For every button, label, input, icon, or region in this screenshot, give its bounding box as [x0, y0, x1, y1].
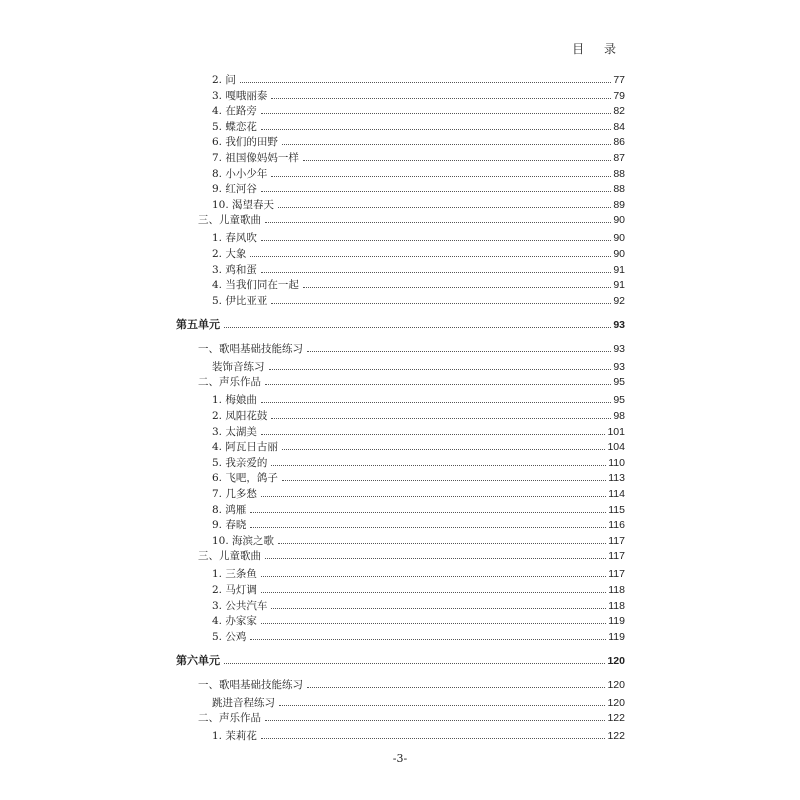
toc-leader-dots — [278, 543, 606, 544]
toc-item-entry — [212, 726, 625, 742]
toc-leader-dots — [271, 176, 611, 177]
toc-entry-page: 92 — [613, 294, 625, 307]
toc-entry-page: 79 — [613, 89, 625, 102]
toc-item-entry — [212, 228, 625, 244]
toc-item-entry — [212, 580, 625, 596]
toc-unit-entry — [176, 315, 625, 331]
toc-entry-label: 6. 飞吧，鸽子 — [212, 472, 278, 485]
toc-entry-page: 110 — [608, 456, 625, 469]
toc-entry-label: 第五单元 — [176, 317, 220, 331]
toc-item-entry — [212, 357, 625, 373]
toc-item-entry — [212, 179, 625, 195]
toc-item-entry — [212, 390, 625, 406]
toc-entry-label: 1. 梅娘曲 — [212, 394, 257, 407]
toc-leader-dots — [261, 592, 606, 593]
toc-leader-dots — [303, 160, 611, 161]
toc-item-entry — [212, 564, 625, 580]
toc-item-entry — [212, 291, 625, 307]
toc-entry-label: 3. 嘎哦丽泰 — [212, 89, 268, 102]
toc-leader-dots — [261, 738, 606, 739]
toc-leader-dots — [261, 496, 606, 497]
toc-item-entry — [212, 422, 625, 438]
toc-entry-label: 8. 小小少年 — [212, 167, 268, 180]
toc-entry-page: 90 — [613, 232, 625, 245]
toc-entry-page: 86 — [613, 136, 625, 149]
toc-leader-dots — [250, 256, 611, 257]
toc-entry-page: 122 — [607, 730, 625, 743]
toc-entry-page: 116 — [608, 519, 625, 532]
toc-entry-label: 10. 渴望春天 — [212, 198, 275, 211]
toc-entry-label: 第六单元 — [176, 653, 220, 667]
toc-leader-dots — [261, 191, 611, 192]
toc-entry-page: 90 — [613, 214, 625, 227]
toc-item-entry — [212, 627, 625, 643]
toc-item-entry — [212, 164, 625, 180]
toc-entry-page: 84 — [613, 120, 625, 133]
toc-leader-dots — [261, 272, 611, 273]
toc-item-entry — [212, 195, 625, 211]
toc-item-entry — [212, 531, 625, 547]
toc-leader-dots — [282, 480, 606, 481]
toc-entry-page: 104 — [607, 441, 625, 454]
toc-entry-label: 二、声乐作品 — [198, 712, 261, 725]
toc-item-entry — [212, 693, 625, 709]
toc-entry-page: 95 — [613, 376, 625, 389]
toc-entry-page: 120 — [607, 654, 625, 667]
toc-entry-page: 101 — [607, 425, 625, 438]
toc-leader-dots — [224, 663, 605, 664]
toc-leader-dots — [265, 720, 605, 721]
toc-entry-page: 93 — [613, 360, 625, 373]
toc-leader-dots — [261, 434, 606, 435]
toc-entry-label: 一、歌唱基础技能练习 — [198, 678, 303, 691]
toc-entry-page: 82 — [613, 105, 625, 118]
toc-item-entry — [212, 596, 625, 612]
toc-entry-page: 119 — [608, 615, 625, 628]
toc-entry-page: 93 — [613, 318, 625, 331]
toc-leader-dots — [279, 705, 605, 706]
toc-entry-page: 114 — [608, 488, 625, 500]
toc-entry-label: 7. 几多愁 — [212, 488, 257, 500]
toc-entry-page: 91 — [613, 263, 625, 276]
toc-leader-dots — [224, 327, 611, 328]
toc-entry-label: 9. 红河谷 — [212, 183, 257, 196]
toc-item-entry — [212, 484, 625, 500]
toc-entry-label: 3. 太湖美 — [212, 425, 257, 438]
toc-leader-dots — [278, 207, 611, 208]
toc-item-entry — [212, 500, 625, 516]
toc-leader-dots — [271, 608, 606, 609]
toc-leader-dots — [240, 82, 611, 83]
toc-item-entry — [212, 148, 625, 164]
toc-unit-entry — [176, 651, 625, 667]
toc-entry-label: 4. 在路旁 — [212, 105, 257, 118]
toc-entry-label: 2. 马灯调 — [212, 584, 257, 596]
toc-item-entry — [212, 453, 625, 469]
toc-entry-label: 8. 鸿雁 — [212, 503, 247, 516]
toc-entry-page: 77 — [613, 74, 625, 86]
toc-item-entry — [212, 132, 625, 148]
toc-entry-label: 装饰音练习 — [212, 360, 265, 373]
toc-item-entry — [212, 406, 625, 422]
toc-leader-dots — [265, 558, 606, 559]
toc-leader-dots — [250, 512, 606, 513]
toc-item-entry — [212, 275, 625, 291]
toc-item-entry — [212, 86, 625, 102]
toc-entry-label: 4. 阿瓦日古丽 — [212, 441, 278, 454]
toc-leader-dots — [303, 287, 611, 288]
toc-leader-dots — [307, 351, 611, 352]
toc-entry-page: 88 — [613, 167, 625, 180]
toc-section-entry — [198, 372, 625, 388]
toc-leader-dots — [265, 222, 611, 223]
toc-entry-page: 120 — [607, 678, 625, 691]
toc-entry-label: 7. 祖国像妈妈一样 — [212, 152, 299, 164]
toc-entry-page: 95 — [613, 394, 625, 407]
toc-entry-label: 4. 办家家 — [212, 615, 257, 628]
toc-entry-page: 117 — [608, 550, 625, 563]
toc-entry-label: 三、儿童歌曲 — [198, 214, 261, 227]
toc-section-entry — [198, 339, 625, 355]
toc-leader-dots — [271, 303, 611, 304]
page-number: -3- — [392, 752, 408, 765]
toc-entry-label: 5. 伊比亚亚 — [212, 294, 268, 307]
toc-entry-page: 117 — [608, 534, 625, 547]
toc-item-entry — [212, 244, 625, 260]
toc-entry-page: 120 — [607, 696, 625, 709]
toc-entry-label: 1. 三条鱼 — [212, 568, 257, 581]
toc-section-entry — [198, 210, 625, 226]
toc-entry-label: 5. 蝶恋花 — [212, 120, 257, 133]
toc-leader-dots — [261, 623, 606, 624]
toc-leader-dots — [261, 240, 611, 241]
toc-leader-dots — [282, 449, 606, 450]
toc-leader-dots — [307, 687, 605, 688]
toc-entry-page: 88 — [613, 183, 625, 196]
toc-section-entry — [198, 708, 625, 724]
toc-entry-label: 6. 我们的田野 — [212, 136, 278, 149]
toc-entry-page: 115 — [608, 503, 625, 516]
toc-item-entry — [212, 611, 625, 627]
toc-entry-label: 5. 我亲爱的 — [212, 456, 268, 469]
toc-item-entry — [212, 515, 625, 531]
toc-leader-dots — [271, 418, 611, 419]
toc-item-entry — [212, 437, 625, 453]
toc-entry-page: 113 — [608, 472, 625, 485]
toc-entry-label: 跳进音程练习 — [212, 696, 275, 709]
toc-leader-dots — [250, 527, 606, 528]
toc-leader-dots — [250, 639, 606, 640]
toc-entry-label: 3. 鸡和蛋 — [212, 263, 257, 276]
toc-leader-dots — [261, 113, 611, 114]
toc-entry-page: 93 — [613, 342, 625, 355]
toc-item-entry — [212, 101, 625, 117]
toc-entry-page: 98 — [613, 410, 625, 422]
toc-leader-dots — [261, 129, 611, 130]
toc-entry-label: 9. 春晓 — [212, 519, 247, 532]
toc-entry-page: 117 — [608, 568, 625, 581]
toc-entry-label: 5. 公鸡 — [212, 630, 247, 643]
toc-entry-page: 89 — [613, 198, 625, 211]
toc-entry-label: 三、儿童歌曲 — [198, 550, 261, 563]
toc-leader-dots — [261, 576, 606, 577]
toc-item-entry — [212, 70, 625, 86]
toc-entry-page: 90 — [613, 248, 625, 260]
page-header-title: 目 录 — [572, 42, 624, 56]
toc-entry-page: 122 — [607, 712, 625, 725]
toc-leader-dots — [269, 369, 612, 370]
toc-item-entry — [212, 117, 625, 133]
toc-leader-dots — [265, 384, 611, 385]
toc-entry-label: 2. 问 — [212, 74, 236, 86]
toc-entry-label: 1. 春风吹 — [212, 232, 257, 245]
toc-leader-dots — [271, 465, 606, 466]
toc-entry-page: 118 — [608, 599, 625, 612]
toc-entry-label: 10. 海滨之歌 — [212, 534, 275, 547]
toc-entry-label: 2. 凤阳花鼓 — [212, 410, 268, 422]
toc-entry-label: 4. 当我们同在一起 — [212, 279, 299, 292]
toc-entry-page: 119 — [608, 630, 625, 643]
toc-entry-label: 3. 公共汽车 — [212, 599, 268, 612]
toc-leader-dots — [261, 402, 611, 403]
toc-leader-dots — [282, 144, 611, 145]
toc-section-entry — [198, 675, 625, 691]
toc-item-entry — [212, 468, 625, 484]
toc-entry-page: 87 — [613, 152, 625, 164]
toc-entry-label: 二、声乐作品 — [198, 376, 261, 389]
toc-entry-label: 2. 大象 — [212, 248, 247, 260]
toc-entry-label: 1. 茉莉花 — [212, 730, 257, 743]
toc-section-entry — [198, 546, 625, 562]
toc-entry-label: 一、歌唱基础技能练习 — [198, 342, 303, 355]
toc-item-entry — [212, 260, 625, 276]
toc-entry-page: 91 — [613, 279, 625, 292]
toc-leader-dots — [271, 98, 611, 99]
toc-entry-page: 118 — [608, 584, 625, 596]
